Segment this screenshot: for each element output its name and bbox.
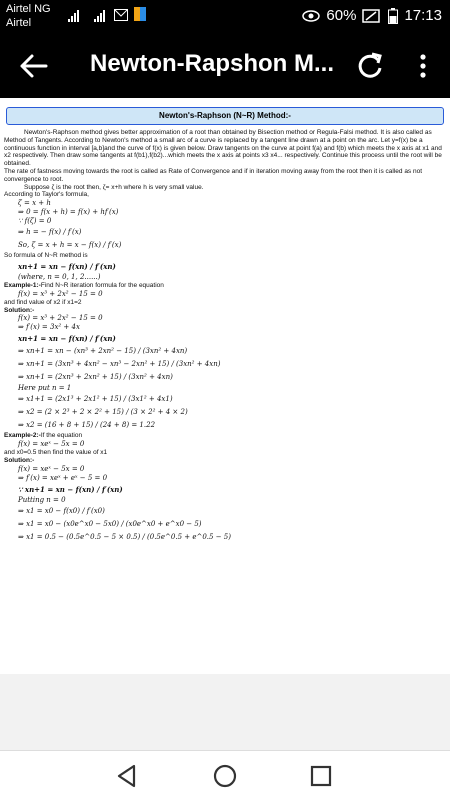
document-view[interactable] [0, 98, 450, 674]
signal-1-icon [68, 10, 79, 22]
example-2-equation: f(x) = xeˣ − 5x = 0 [18, 440, 85, 449]
taylor-line: ∵ f(ζ) = 0 [18, 217, 52, 226]
signal-2-icon [94, 10, 105, 22]
nav-recents-icon[interactable] [308, 763, 334, 789]
solution-2-line: ⇒ f′(x) = xeˣ + eˣ − 5 = 0 [18, 473, 108, 482]
solution-2-line: f(x) = xeˣ − 5x = 0 [18, 464, 85, 473]
back-arrow-icon[interactable] [14, 50, 54, 82]
system-navigation-bar [0, 750, 450, 801]
solution-1-line: ⇒ x2 = (2 × 2³ + 2 × 2² + 15) / (3 × 2² + 4 × 2) [18, 408, 188, 417]
solution-2-line: ⇒ x1 = x0 − f(x0) / f′(x0) [18, 506, 105, 515]
carrier-2-label: Airtel [6, 17, 32, 29]
formula-where: (where, n = 0, 1, 2......) [18, 272, 101, 281]
empty-area [0, 674, 450, 750]
battery-percentage: 60% [326, 7, 357, 24]
example-1-find: and find value of x2 if x1=2 [4, 298, 82, 306]
example-1-text: Find N~R iteration formula for the equation [40, 281, 164, 289]
solution-1-line: ⇒ f′(x) = 3x² + 4x [18, 323, 80, 332]
taylor-line: ζ = x + h [18, 199, 51, 208]
example-1-equation: f(x) = x³ + 2x² − 15 = 0 [18, 289, 103, 298]
solution-1-line: ⇒ x1+1 = (2x1³ + 2x1² + 15) / (3x1² + 4x1) [18, 395, 173, 404]
suppose-paragraph: Suppose ζ is the root then, ζ= x+h where h is very small value. [24, 183, 204, 191]
status-bar [0, 0, 450, 34]
solution-1-line: ⇒ x2 = (16 + 8 + 15) / (24 + 8) = 1.22 [18, 421, 156, 430]
example-1-title: Example-1:- [4, 281, 41, 289]
example-2-text: If the equation [40, 432, 83, 440]
mail-icon [114, 9, 128, 21]
document-heading: Newton's-Raphson (N~R) Method:- [6, 107, 444, 125]
taylor-line: So, ζ = x + h = x − f(x) / f′(x) [18, 241, 122, 250]
solution-2-line: ⇒ x1 = 0.5 − (0.5e^0.5 − 5 × 0.5) / (0.5e^0.5 + e^0.5 − 5) [18, 532, 231, 541]
taylor-line: ⇒ 0 = f(x + h) = f(x) + hf′(x) [18, 208, 119, 217]
example-2-title: Example-2:- [4, 432, 41, 440]
nav-home-icon[interactable] [212, 763, 238, 789]
solution-1-label: Solution:- [4, 306, 35, 314]
solution-1-line: Here put n = 1 [18, 384, 72, 393]
carrier-1-label: Airtel NG [6, 3, 51, 15]
example-2-find: and x0=0.5 then find the value of x1 [4, 449, 108, 457]
no-sim-icon [362, 9, 382, 23]
taylor-intro: According to Taylor's formula, [4, 191, 89, 199]
solution-2-label: Solution:- [4, 456, 35, 464]
nav-back-icon[interactable] [114, 763, 140, 789]
page-title: Newton-Rapshon M... [90, 50, 334, 77]
rate-paragraph: The rate of fastness moving towards the root is called as Rate of Convergence and if in iteration moving away from the root then it is called as not convergence to root. [4, 167, 423, 183]
refresh-icon[interactable] [352, 50, 388, 82]
formula-intro: So formula of N~R method is [4, 252, 88, 260]
app-bar [0, 34, 450, 98]
clock: 17:13 [404, 7, 442, 24]
solution-1-line: f(x) = x³ + 2x² − 15 = 0 [18, 314, 103, 323]
solution-2-line: Putting n = 0 [18, 495, 66, 504]
nr-formula: xn+1 = xn − f(xn) / f′(xn) [18, 261, 116, 271]
solution-1-line: ⇒ xn+1 = (2xn³ + 2xn² + 15) / (3xn² + 4xn) [18, 373, 173, 382]
overflow-menu-icon[interactable] [408, 50, 438, 82]
eye-icon [302, 10, 320, 22]
solution-2-line: ⇒ x1 = x0 − (x0e^x0 − 5x0) / (x0e^x0 + e^x0 − 5) [18, 519, 202, 528]
solution-1-line: ⇒ xn+1 = (3xn³ + 4xn² − xn³ − 2xn² + 15) / (3xn² + 4xn) [18, 360, 221, 369]
solution-2-line: ∵ xn+1 = xn − f(xn) / f′(xn) [18, 484, 123, 494]
solution-1-line: xn+1 = xn − f(xn) / f′(xn) [18, 334, 116, 344]
taylor-line: ⇒ h = − f(x) / f′(x) [18, 228, 82, 237]
solution-1-line: ⇒ xn+1 = xn − (xn³ + 2xn² − 15) / (3xn² + 4xn) [18, 347, 188, 356]
battery-icon [388, 8, 398, 24]
app-notification-icon [134, 7, 146, 21]
intro-paragraph: Newton's-Raphson method gives better approximation of a root than obtained by Bisection method or Regula-Falsi method. It is also called as Method of Tangents. According to Newton's method a small arc of a curve is replaced by a tangent line drawn at a point on the arc. Let y=f(x) be a continuous function in interval [a,b]and the curve of f(x) is given below. Draw tangents on the curve at point f(a) and f(b) which meets the x axis at x1 and x2 respectively. Then draw some tangents at f(b1),f(b2)...which meets the x axis at points x3 x4... respectively. Continue this process until the root will be obtained. [4, 129, 442, 168]
